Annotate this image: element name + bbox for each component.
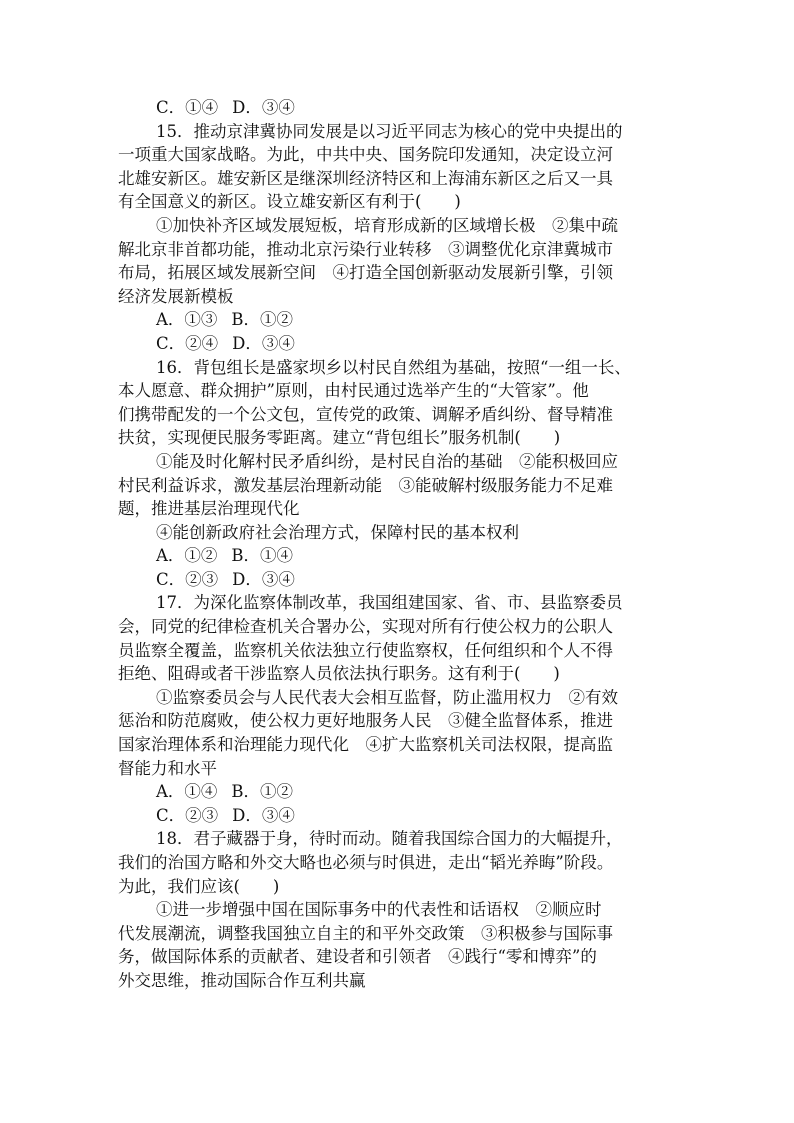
q18-stem-line: 18．君子藏器于身，待时而动。随着我国综合国力的大幅提升， (156, 829, 623, 849)
q15-choices-cd (118, 332, 678, 356)
q16-choices-cd (118, 568, 678, 592)
q18-option-line: 务，做国际体系的贡献者、建设者和引领者 ④践行“零和博弈”的 (118, 947, 597, 967)
q17-option-line: ①监察委员会与人民代表大会相互监督，防止滥用权力 ②有效 (156, 687, 618, 707)
q15-choice-c[interactable]: C．②④ (156, 333, 219, 353)
q14-choice-d[interactable]: D．③④ (232, 98, 295, 117)
q17-stem-line: 会，同党的纪律检查机关合署办公，实现对所有行使公权力的公职人 (118, 617, 613, 637)
q14-choices-cd (118, 96, 678, 120)
q16-choice-c[interactable]: C．②③ (156, 569, 219, 589)
q16-choice-a[interactable]: A．①② (156, 546, 218, 566)
q17-choices-cd (118, 804, 678, 828)
q15-option-line: 解北京非首都功能，推动北京污染行业转移 ③调整优化京津冀城市 (118, 239, 613, 259)
q17-choices-ab (118, 780, 678, 804)
q18-option-line: ①进一步增强中国在国际事务中的代表性和话语权 ②顺应时 (156, 900, 602, 920)
q17-option-line: 惩治和防范腐败，使公权力更好地服务人民 ③健全监督体系，推进 (118, 711, 613, 731)
question-17 (118, 591, 678, 827)
q16-choice-d[interactable]: D．③④ (232, 569, 295, 589)
question-16 (118, 356, 678, 592)
q16-stem-line: 扶贫，实现便民服务零距离。建立“背包组长”服务机制( ) (118, 428, 561, 448)
q15-option-line: 布局，拓展区域发展新空间 ④打造全国创新驱动发展新引擎，引领 (118, 263, 613, 283)
q15-stem-line: 有全国意义的新区。设立雄安新区有利于( ) (118, 192, 461, 212)
q18-stem-line: 我们的治国方略和外交大略也必须与时俱进，走出“韬光养晦”阶段。 (118, 853, 614, 872)
question-15 (118, 120, 678, 356)
q17-choice-b[interactable]: B．①② (231, 782, 294, 802)
q18-option-line: 代发展潮流，调整我国独立自主的和平外交政策 ③积极参与国际事 (118, 923, 613, 943)
q16-option-line: 村民利益诉求，激发基层治理新动能 ③能破解村级服务能力不足难 (118, 475, 613, 495)
question-18 (118, 827, 678, 992)
q17-option-line: 国家治理体系和治理能力现代化 ④扩大监察机关司法权限，提高监 (118, 735, 613, 755)
q17-stem-line: 员监察全覆盖，监察机关依法独立行使监察权，任何组织和个人不得 (118, 640, 613, 660)
q15-stem-line: 北雄安新区。雄安新区是继深圳经济特区和上海浦东新区之后又一具 (118, 168, 613, 188)
q15-stem-line: 一项重大国家战略。为此，中共中央、国务院印发通知，决定设立河 (118, 145, 613, 165)
q15-stem-line: 15．推动京津冀协同发展是以习近平同志为核心的党中央提出的 (156, 121, 623, 141)
q18-option-line: 外交思维，推动国际合作互利共赢 (118, 970, 366, 990)
q15-choices-ab (118, 308, 678, 332)
q15-choice-b[interactable]: B．①② (231, 310, 294, 330)
q15-option-line: 经济发展新模板 (118, 286, 234, 306)
q15-choice-a[interactable]: A．①③ (156, 310, 218, 330)
q17-stem-line: 17．为深化监察体制改革，我国组建国家、省、市、县监察委员 (156, 593, 623, 613)
q16-option-line: ①能及时化解村民矛盾纠纷，是村民自治的基础 ②能积极回应 (156, 451, 618, 471)
q17-option-line: 督能力和水平 (118, 758, 217, 778)
q16-stem-line: 16．背包组长是盛家坝乡以村民自然组为基础，按照“一组一长、 (156, 357, 631, 377)
q17-choice-a[interactable]: A．①④ (156, 782, 218, 802)
q18-stem-line: 为此，我们应该( ) (118, 876, 280, 896)
q17-stem-line: 拒绝、阻碍或者干涉监察人员依法执行职务。这有利于( ) (118, 664, 560, 684)
exam-content (118, 96, 678, 993)
q14-choice-c[interactable]: C．①④ (156, 98, 219, 117)
q16-option-line: 题，推进基层治理现代化 (118, 499, 300, 519)
q16-stem-line: 本人愿意、群众拥护”原则，由村民通过选举产生的“大管家”。他 (118, 381, 589, 401)
q16-option-line: ④能创新政府社会治理方式，保障村民的基本权利 (156, 522, 519, 542)
q16-choice-b[interactable]: B．①④ (231, 546, 294, 566)
q17-choice-c[interactable]: C．②③ (156, 805, 219, 825)
q15-choice-d[interactable]: D．③④ (232, 333, 295, 353)
q17-choice-d[interactable]: D．③④ (232, 805, 295, 825)
q16-choices-ab (118, 544, 678, 568)
q16-stem-line: 们携带配发的一个公文包，宣传党的政策、调解矛盾纠纷、督导精准 (118, 404, 613, 424)
q15-option-line: ①加快补齐区域发展短板，培育形成新的区域增长极 ②集中疏 (156, 215, 618, 235)
